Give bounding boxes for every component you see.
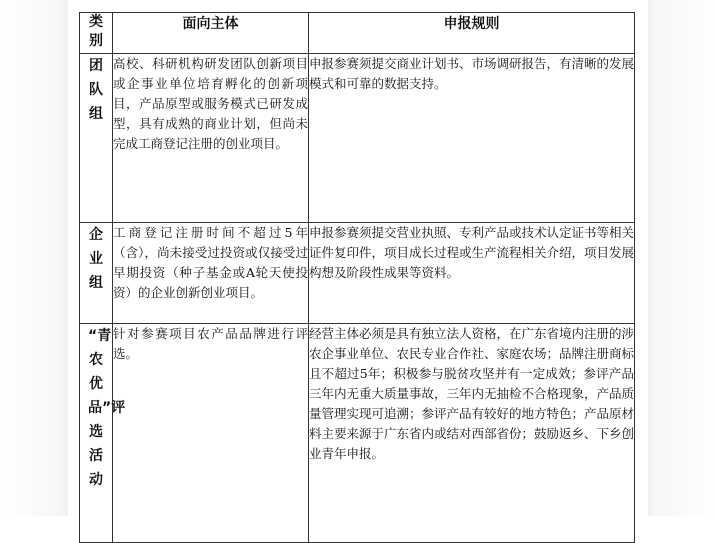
header-category: 类别	[80, 13, 113, 54]
row-category: 团队组	[80, 54, 113, 223]
row-subject: 针对参赛项目农产品品牌进行评选。	[113, 324, 309, 543]
row-category: “青农优品”评选活动	[80, 324, 113, 543]
page-margin-left	[0, 0, 68, 516]
row-subject: 高校、科研机构研发团队创新项目或企事业单位培育孵化的创新项目，产品原型或服务模式已研发成型，具有成熟的商业计划，但尚未完成工商登记注册的创业项目。	[113, 54, 309, 223]
table-row	[80, 54, 635, 223]
row-subject: 工商登记注册时间不超过5年（含），尚未接受过投资或仅接受过早期投资（种子基金或A轮天使投资）的企业创新创业项目。	[113, 223, 309, 324]
rules-table	[79, 12, 635, 543]
row-category: 企业组	[80, 223, 113, 324]
row-rules: 申报参赛须提交营业执照、专利产品或技术认定证书等相关证件复印件，项目成长过程或生产流程相关介绍，项目发展构想及阶段性成果等资料。	[309, 223, 635, 324]
table-row	[80, 324, 635, 543]
table-header-row	[80, 13, 635, 54]
page-margin-right	[648, 0, 716, 516]
row-rules: 申报参赛须提交商业计划书、市场调研报告，有清晰的发展模式和可靠的数据支持。	[309, 54, 635, 223]
header-rules: 申报规则	[309, 13, 635, 54]
row-rules: 经营主体必须是具有独立法人资格，在广东省境内注册的涉农企事业单位、农民专业合作社、家庭农场；品牌注册商标且不超过5年；积极参与脱贫攻坚并有一定成效；参评产品三年内无重大质量事故，三年内无抽检不合格现象，产品质量管理实现可追溯；参评产品有较好的地方特色；产品原材料主要来源于广东省内或结对西部省份；鼓励返乡、下乡创业青年申报。	[309, 324, 635, 543]
header-subject: 面向主体	[113, 13, 309, 54]
table-row	[80, 223, 635, 324]
